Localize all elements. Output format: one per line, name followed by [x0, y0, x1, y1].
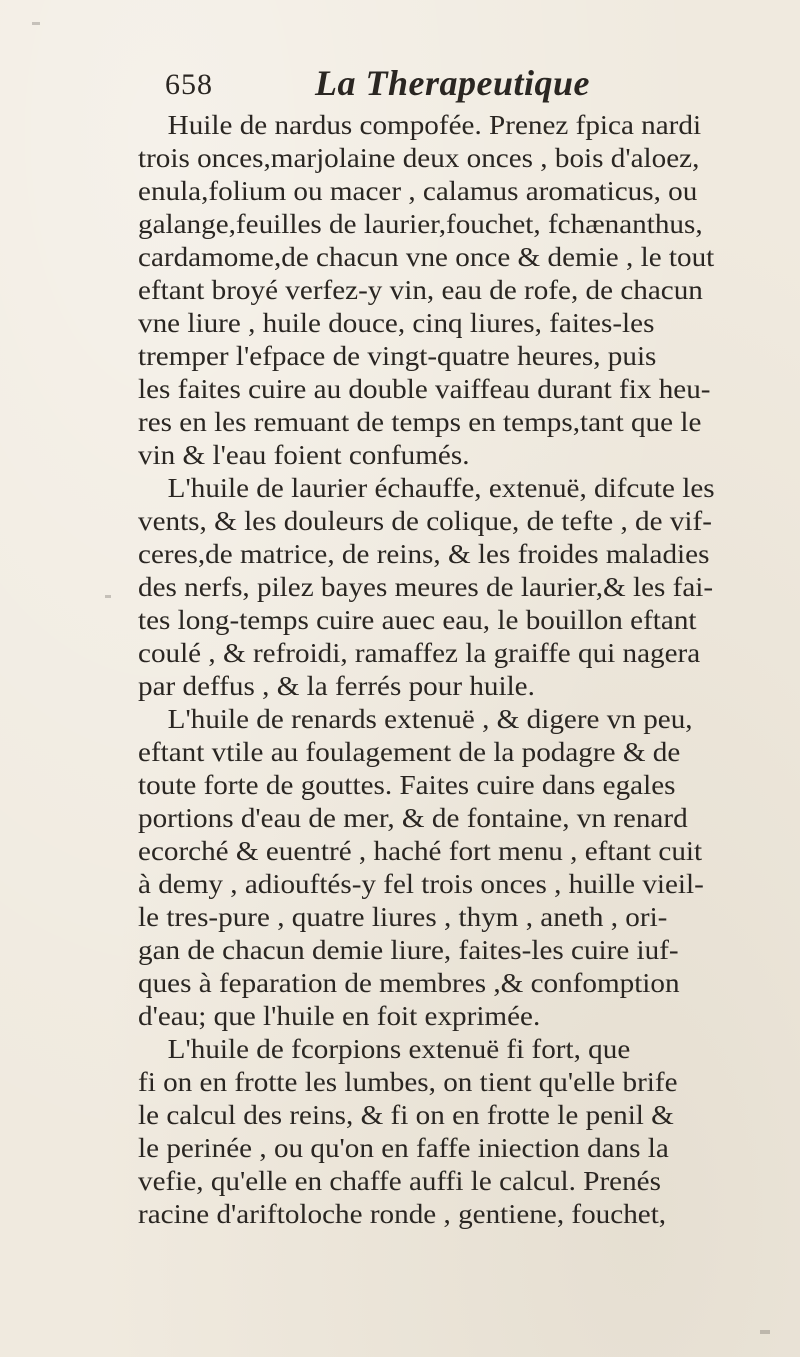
text-line: eftant broyé verfez-y vin, eau de rofe, de chacun [138, 274, 703, 305]
text-line: racine d'ariftoloche ronde , gentiene, fouchet, [138, 1198, 667, 1229]
text-line: ceres,de matrice, de reins, & les froides maladies [138, 538, 710, 569]
text-line: le perinée , ou qu'on en faffe iniection dans la [138, 1132, 669, 1163]
text-line: par deffus , & la ferrés pour huile. [138, 670, 535, 701]
text-line: enula,folium ou macer , calamus aromaticus, ou [138, 175, 698, 206]
text-line: d'eau; que l'huile en foit exprimée. [138, 1000, 541, 1031]
text-line: gan de chacun demie liure, faites-les cuire iuf- [138, 934, 679, 965]
running-title: La Therapeutique [315, 63, 590, 103]
text-line: L'huile de fcorpions extenuë fi fort, que [167, 1033, 631, 1064]
paper-speck [105, 595, 111, 598]
paper-speck [32, 22, 40, 25]
text-line: tes long-temps cuire auec eau, le bouillon eftant [138, 604, 697, 635]
text-line: cardamome,de chacun vne once & demie , le tout [138, 241, 715, 272]
text-line: fi on en frotte les lumbes, on tient qu'elle brife [138, 1066, 678, 1097]
text-line: L'huile de laurier échauffe, extenuë, difcute les [167, 472, 715, 503]
text-line: vents, & les douleurs de colique, de tefte , de vif- [138, 505, 712, 536]
text-line: toute forte de gouttes. Faites cuire dans egales [138, 769, 676, 800]
text-line: les faites cuire au double vaiffeau durant fix heu- [138, 373, 711, 404]
text-line: des nerfs, pilez bayes meures de laurier,& les fai- [138, 571, 714, 602]
page-number: 658 [165, 68, 213, 101]
text-line: Huile de nardus compofée. Prenez fpica nardi [167, 109, 702, 140]
text-line: le calcul des reins, & fi on en frotte le penil & [138, 1099, 674, 1130]
text-line: trois onces,marjolaine deux onces , bois d'aloez, [138, 142, 700, 173]
text-line: vefie, qu'elle en chaffe auffi le calcul. Prenés [138, 1165, 661, 1196]
text-line: à demy , adiouftés-y fel trois onces , huille vieil- [138, 868, 704, 899]
text-line: galange,feuilles de laurier,fouchet, fchænanthus, [138, 208, 703, 239]
text-line: ques à feparation de membres ,& confomption [138, 967, 680, 998]
page-header [165, 62, 725, 110]
text-line: le tres-pure , quatre liures , thym , aneth , ori- [138, 901, 668, 932]
body-text [138, 108, 790, 1230]
text-line: coulé , & refroidi, ramaffez la graiffe qui nagera [138, 637, 701, 668]
text-line: eftant vtile au foulagement de la podagre & de [138, 736, 681, 767]
text-line: res en les remuant de temps en temps,tant que le [138, 406, 702, 437]
text-line: tremper l'efpace de vingt-quatre heures, puis [138, 340, 657, 371]
paper-speck [760, 1330, 770, 1334]
text-line: portions d'eau de mer, & de fontaine, vn renard [138, 802, 688, 833]
text-line: ecorché & euentré , haché fort menu , eftant cuit [138, 835, 703, 866]
text-line: vin & l'eau foient confumés. [138, 439, 470, 470]
text-line: vne liure , huile douce, cinq liures, faites-les [138, 307, 655, 338]
text-line: L'huile de renards extenuë , & digere vn peu, [167, 703, 693, 734]
